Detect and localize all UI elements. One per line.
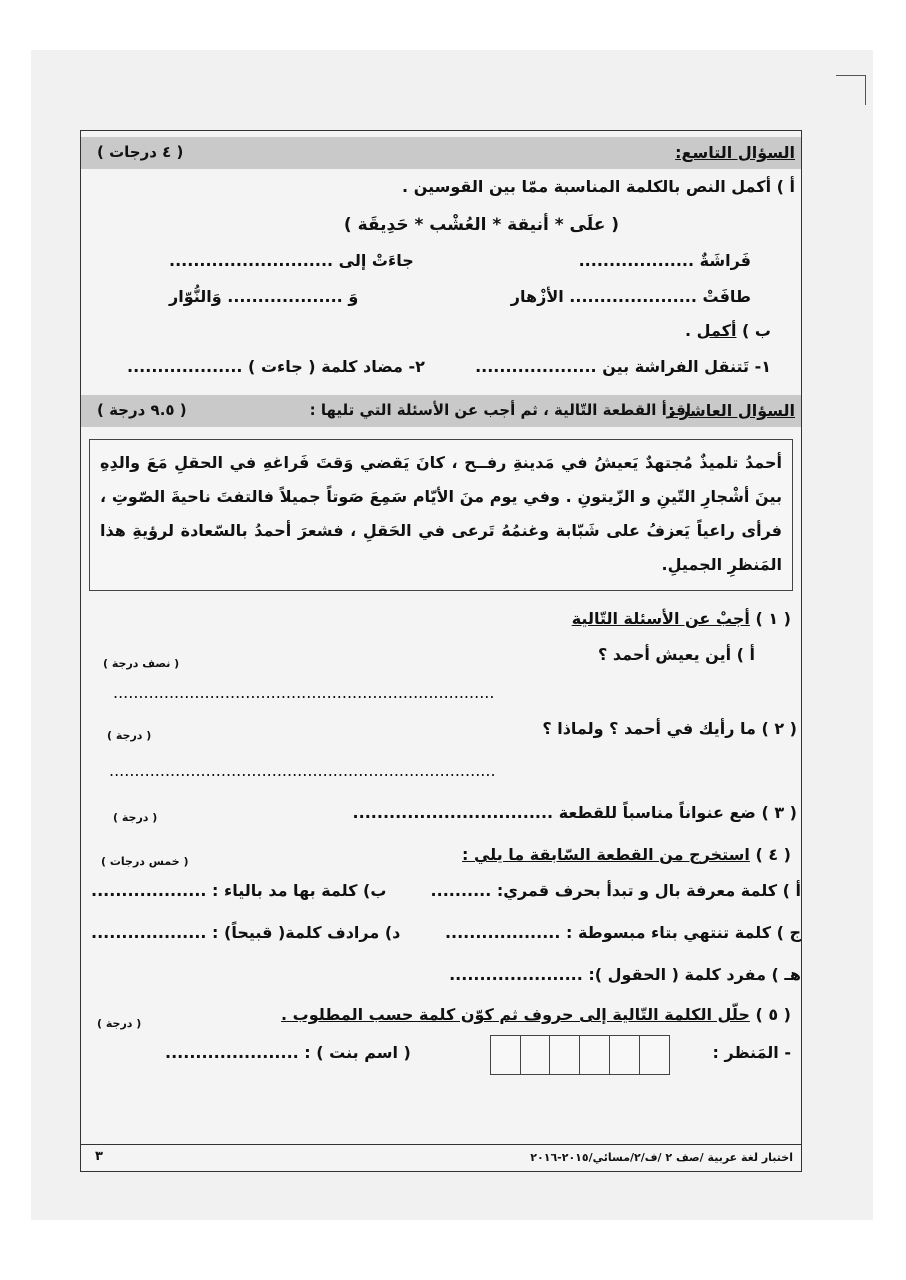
reading-passage: أحمدُ تلميذٌ مُجتهدٌ يَعيشُ في مَدينةِ رفــح ، كانَ يَقضي وَقتَ فَراغهِ في الحقلِ مَعَ والدِهِ بينَ أشْجارِ التّينِ و الزّيتونِ . وفي يوم منَ الأيّام سَمِعَ صَوتاً جميلاً فالتفتَ ناحيةَ الصّوتِ ، فرأى راعياً يَعزفُ على شَبّابة وغنمُهُ تَرعى في الحَقلِ ، فشعرَ أحمدُ بالسّعادة لرؤيةِ هذا المَنظرِ الجميلِ.: [89, 439, 793, 591]
sub-4-item-c: ج ) كلمة تنتهي بتاء مبسوطة : ...................: [444, 923, 801, 942]
sub-4-label: ( ٤ ): [755, 845, 791, 864]
sub-1-question-a: أ ) أين يعيش أحمد ؟: [598, 645, 755, 664]
sub-3-score: ( درجة ): [113, 811, 158, 824]
question-10-instruction: اقرأ القطعة التّالية ، ثم أجب عن الأسئلة التي تليها :: [309, 401, 691, 419]
question-9-title: السؤال التاسع:: [675, 143, 795, 162]
q9-line-2-right: طافَتْ ..................... الأزْهار: [510, 287, 751, 306]
sub-5-title: حلّل الكلمة التّالية إلى حروف ثم كوّن كلمة حسب المطلوب .: [281, 1005, 750, 1024]
page-number: ٣: [95, 1149, 103, 1164]
crop-mark: [865, 75, 866, 105]
q9-part-b-word: أكمل: [696, 321, 737, 340]
sub-2-question: ( ٢ ) ما رأيك في أحمد ؟ ولماذا ؟: [542, 719, 797, 738]
sub-5-heading: [281, 1005, 791, 1024]
sub-5-word: - المَنظر :: [712, 1043, 791, 1062]
footer-text: اختبار لغة عربية /صف ٢ /ف/٢/مسائي/٢٠١٥-٢٠١٦: [530, 1151, 793, 1164]
sub-1-heading: [572, 609, 791, 628]
sub-5-label: ( ٥ ): [755, 1005, 791, 1024]
sub-4-score: ( خمس درجات ): [101, 855, 189, 868]
letter-boxes: [491, 1035, 670, 1075]
sub-5-requirement: ( اسم بنت ) : ......................: [165, 1043, 411, 1062]
question-10-title: السؤال العاشر :: [668, 401, 795, 420]
sub-4-item-e: هـ ) مفرد كلمة ( الحقول ): ......................: [449, 965, 801, 984]
letter-box[interactable]: [490, 1035, 521, 1075]
sub-1-label: ( ١ ): [755, 609, 791, 628]
q9-word-bank: ( علَى * أنيقة * العُشْب * حَدِيقَة ): [343, 215, 619, 235]
q9-line-2-left: وَ ................... وَالنُّوّار: [169, 287, 359, 306]
question-10-score: ( ٩.٥ درجة ): [97, 401, 187, 419]
sub-3-question: ( ٣ ) ضع عنواناً مناسباً للقطعة .................................: [352, 803, 797, 822]
sub-2-score: ( درجة ): [107, 729, 152, 742]
page-footer: [81, 1144, 801, 1171]
sub-4-item-a: أ ) كلمة معرفة بال و تبدأ بحرف قمري: ..........: [430, 881, 801, 900]
sub-4-item-d: د) مرادف كلمة( قبيحاً) : ...................: [91, 923, 401, 942]
letter-box[interactable]: [520, 1035, 551, 1075]
question-9-header: [81, 137, 801, 169]
q9-part-b-label: ب ): [742, 321, 771, 340]
sub-1-answer-line: ...........................................................................: [113, 683, 495, 702]
q9-line-1-right: فَراشَةٌ ...................: [578, 251, 751, 270]
q9-part-b: [685, 321, 771, 340]
exam-page: [80, 130, 802, 1172]
sub-2-answer-line: ............................................................................: [109, 761, 496, 780]
q9-b2: ٢- مضاد كلمة ( جاءت ) ...................: [127, 357, 425, 376]
sub-4-item-b: ب) كلمة بها مد بالياء : ...................: [91, 881, 387, 900]
q9-line-1-left: جاءَتْ إلى ...........................: [169, 251, 414, 270]
q9-b1: ١- تَتنقل الفراشة بين ....................: [475, 357, 771, 376]
sub-1-title: أجبْ عن الأسئلة التّالية: [571, 609, 750, 628]
sub-4-heading: [462, 845, 791, 864]
letter-box[interactable]: [609, 1035, 640, 1075]
sub-4-title: استخرج من القطعة السّابقة ما يلي :: [462, 845, 750, 864]
sub-5-score: ( درجة ): [97, 1017, 142, 1030]
letter-box[interactable]: [549, 1035, 580, 1075]
letter-box[interactable]: [639, 1035, 670, 1075]
question-10-header: [81, 395, 801, 427]
crop-mark: [836, 75, 866, 76]
q9-part-b-dot: .: [685, 321, 692, 340]
letter-box[interactable]: [579, 1035, 610, 1075]
question-9-score: ( ٤ درجات ): [97, 143, 184, 161]
q9-part-a-instruction: أ ) أكمل النص بالكلمة المناسبة ممّا بين القوسين .: [402, 177, 795, 196]
sub-1-score: ( نصف درجة ): [103, 657, 180, 670]
